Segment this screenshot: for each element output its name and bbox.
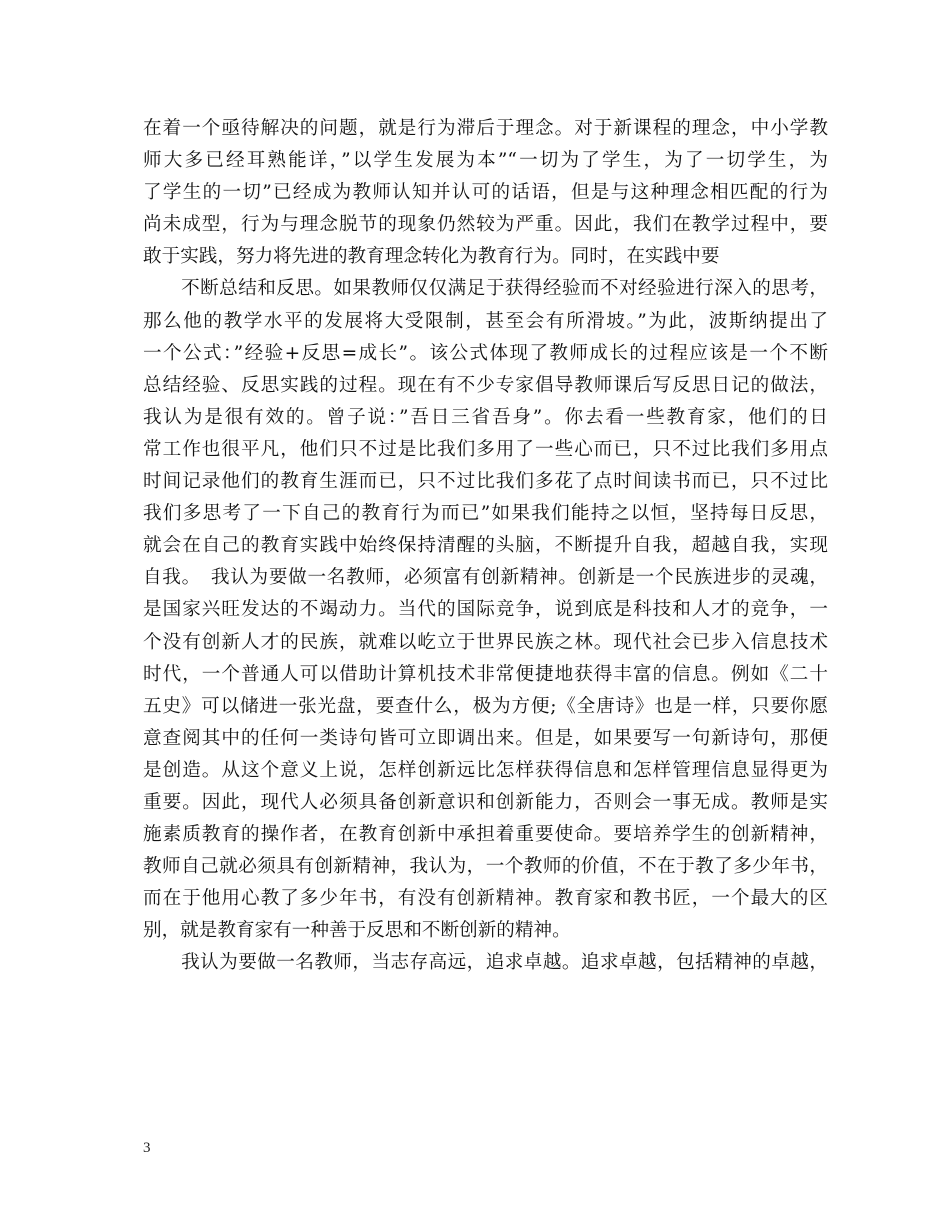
text-line: 是创造。从这个意义上说，怎样创新远比怎样获得信息和怎样管理信息显得更为 [143,759,828,781]
text-line: 常工作也很平凡，他们只不过是比我们多用了一些心而已，只不过比我们多用点 [143,438,828,460]
text-line: 我认为要做一名教师，当志存高远，追求卓越。追求卓越，包括精神的卓越， [143,952,828,974]
text-line: 而在于他用心教了多少年书，有没有创新精神。教育家和教书匠，一个最大的区 [143,888,828,910]
page-number: 3 [143,1140,151,1156]
text-line: 是国家兴旺发达的不竭动力。当代的国际竞争，说到底是科技和人才的竞争，一 [143,599,828,621]
text-line: 时代，一个普通人可以借助计算机技术非常便捷地获得丰富的信息。例如《二十 [143,663,828,685]
text-line: 五史》可以储进一张光盘，要查什么，极为方便;《全唐诗》也是一样，只要你愿 [143,695,828,717]
text-line: 意查阅其中的任何一类诗句皆可立即调出来。但是，如果要写一句新诗句，那便 [143,727,828,749]
text-line: 重要。因此，现代人必须具备创新意识和创新能力，否则会一事无成。教师是实 [143,791,828,813]
text-line: 一个公式：”经验+反思=成长”。该公式体现了教师成长的过程应该是一个不断 [143,342,828,364]
text-line: 尚未成型，行为与理念脱节的现象仍然较为严重。因此，我们在教学过程中，要 [143,214,828,236]
text-line: 自我。 我认为要做一名教师，必须富有创新精神。创新是一个民族进步的灵魂， [143,567,828,589]
text-line: 就会在自己的教育实践中始终保持清醒的头脑，不断提升自我，超越自我，实现 [143,535,828,557]
text-line: 我们多思考了一下自己的教育行为而已”如果我们能持之以恒，坚持每日反思， [143,503,828,525]
text-line: 别，就是教育家有一种善于反思和不断创新的精神。 [143,920,571,942]
text-line: 不断总结和反思。如果教师仅仅满足于获得经验而不对经验进行深入的思考， [143,278,828,300]
text-line: 在着一个亟待解决的问题，就是行为滞后于理念。对于新课程的理念，中小学教 [143,118,828,139]
text-line: 总结经验、反思实践的过程。现在有不少专家倡导教师课后写反思日记的做法， [143,374,828,396]
text-line: 教师自己就必须具有创新精神，我认为，一个教师的价值，不在于教了多少年书， [143,856,828,878]
text-line: 师大多已经耳熟能详，”以学生发展为本”“一切为了学生，为了一切学生，为 [143,150,828,172]
text-line: 施素质教育的操作者，在教育创新中承担着重要使命。要培养学生的创新精神， [143,824,828,846]
text-line: 个没有创新人才的民族，就难以屹立于世界民族之林。现代社会已步入信息技术 [143,631,828,653]
text-line: 我认为是很有效的。曾子说：”吾日三省吾身”。你去看一些教育家，他们的日 [143,406,828,428]
text-line: 那么他的教学水平的发展将大受限制，甚至会有所滑坡。”为此，波斯纳提出了 [143,310,828,332]
text-line: 时间记录他们的教育生涯而已，只不过比我们多花了点时间读书而已，只不过比 [143,471,828,493]
body-text [143,113,828,980]
text-line: 了学生的一切”已经成为教师认知并认可的话语，但是与这种理念相匹配的行为 [143,182,828,204]
text-line: 敢于实践，努力将先进的教育理念转化为教育行为。同时，在实践中要 [143,246,720,268]
